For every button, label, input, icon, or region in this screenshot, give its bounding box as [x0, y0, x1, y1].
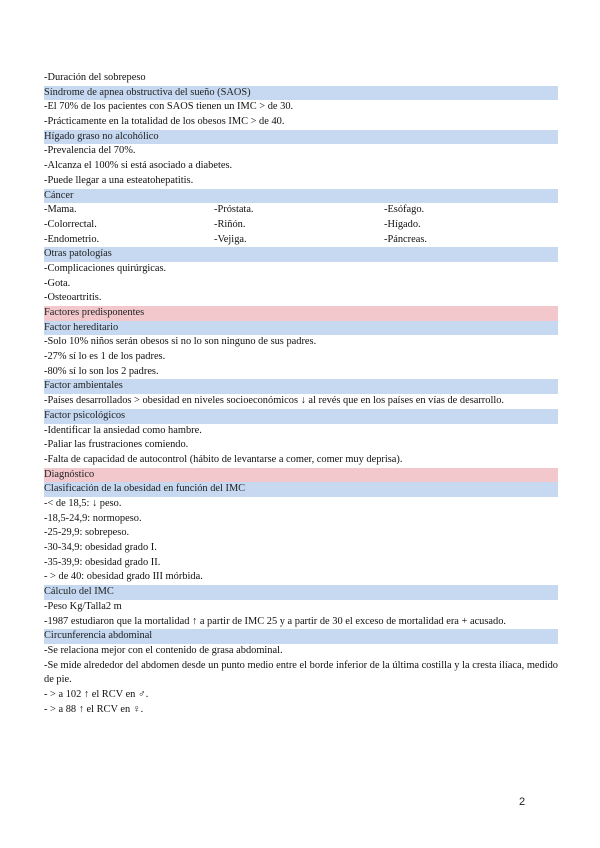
column-row	[44, 233, 558, 248]
text-line: -Alcanza el 100% si está asociado a diabetes.	[44, 160, 233, 172]
text-line: -Se mide alrededor del abdomen desde un punto medio entre el borde inferior de la última costilla y la cresta ilíaca, medido de pie.	[44, 659, 558, 686]
text-line: - > a 102 ↑ el RCV en ♂.	[44, 688, 149, 700]
text-line: -El 70% de los pacientes con SAOS tienen un IMC > de 30.	[44, 101, 294, 113]
page-number: 2	[519, 796, 526, 808]
text-line: -Se relaciona mejor con el contenido de grasa abdominal.	[44, 644, 283, 656]
text-line: - > a 88 ↑ el RCV en ♀.	[44, 703, 144, 715]
section-heading: Hígado graso no alcohólico	[44, 130, 558, 145]
section-heading: Factor psicológicos	[44, 409, 558, 424]
section-heading: Factores predisponentes	[44, 306, 558, 321]
text-line: -25-29,9: sobrepeso.	[44, 527, 130, 539]
text-line: -1987 estudiaron que la mortalidad ↑ a partir de IMC 25 y a partir de 30 el exceso de mortalidad era + acusado.	[44, 615, 507, 627]
section-heading: Cáncer	[44, 189, 558, 204]
text-line: -Paliar las frustraciones comiendo.	[44, 439, 189, 451]
text-line: -Solo 10% niños serán obesos si no lo son ninguno de sus padres.	[44, 336, 317, 348]
text-line: -Osteoartritis.	[44, 292, 102, 304]
text-line: -80% sí lo son los 2 padres.	[44, 365, 159, 377]
text-line: -Gota.	[44, 277, 71, 289]
column-item: -Endometrio.	[44, 233, 100, 245]
text-line: -Duración del sobrepeso	[44, 72, 146, 83]
column-item: -Próstata.	[214, 204, 254, 216]
section-heading: Factor hereditario	[44, 321, 558, 336]
text-line: -Prevalencia del 70%.	[44, 145, 136, 157]
section-heading: Factor ambientales	[44, 379, 558, 394]
text-line: -27% sí lo es 1 de los padres.	[44, 351, 166, 363]
section-heading: Diagnóstico	[44, 468, 558, 483]
text-line: - > de 40: obesidad grado III mórbida.	[44, 571, 203, 583]
text-line: -Puede llegar a una esteatohepatitis.	[44, 174, 194, 186]
text-line: -Países desarrollados > obesidad en niveles socioeconómicos ↓ al revés que en los países en vías de desarrollo.	[44, 395, 505, 407]
column-item: -Hígado.	[384, 218, 421, 230]
column-item: -Esófago.	[384, 204, 425, 216]
column-item: -Vejiga.	[214, 233, 247, 245]
section-heading: Cálculo del IMC	[44, 585, 558, 600]
text-line: -18,5-24,9: normopeso.	[44, 512, 142, 524]
text-line: -35-39,9: obesidad grado II.	[44, 556, 161, 568]
text-line: -Prácticamente en la totalidad de los obesos IMC > de 40.	[44, 116, 285, 128]
column-item: -Colorrectal.	[44, 218, 97, 230]
text-line: -Identificar la ansiedad como hambre.	[44, 424, 202, 436]
column-row	[44, 203, 558, 218]
column-item: -Páncreas.	[384, 233, 427, 245]
section-heading: Circunferencia abdominal	[44, 629, 558, 644]
document-body	[44, 71, 558, 717]
section-heading: Otras patologías	[44, 247, 558, 262]
column-row	[44, 218, 558, 233]
column-item: -Riñón.	[214, 218, 246, 230]
column-item: -Mama.	[44, 204, 77, 216]
section-heading: Clasificación de la obesidad en función del IMC	[44, 482, 558, 497]
text-line: -< de 18,5: ↓ peso.	[44, 498, 122, 509]
text-line: -Complicaciones quirúrgicas.	[44, 262, 167, 274]
text-line: -Peso Kg/Talla2 m	[44, 600, 122, 612]
text-line: -30-34,9: obesidad grado I.	[44, 542, 157, 554]
text-line: -Falta de capacidad de autocontrol (hábito de levantarse a comer, comer muy deprisa).	[44, 453, 403, 465]
section-heading: Síndrome de apnea obstructiva del sueño (SAOS)	[44, 86, 558, 101]
